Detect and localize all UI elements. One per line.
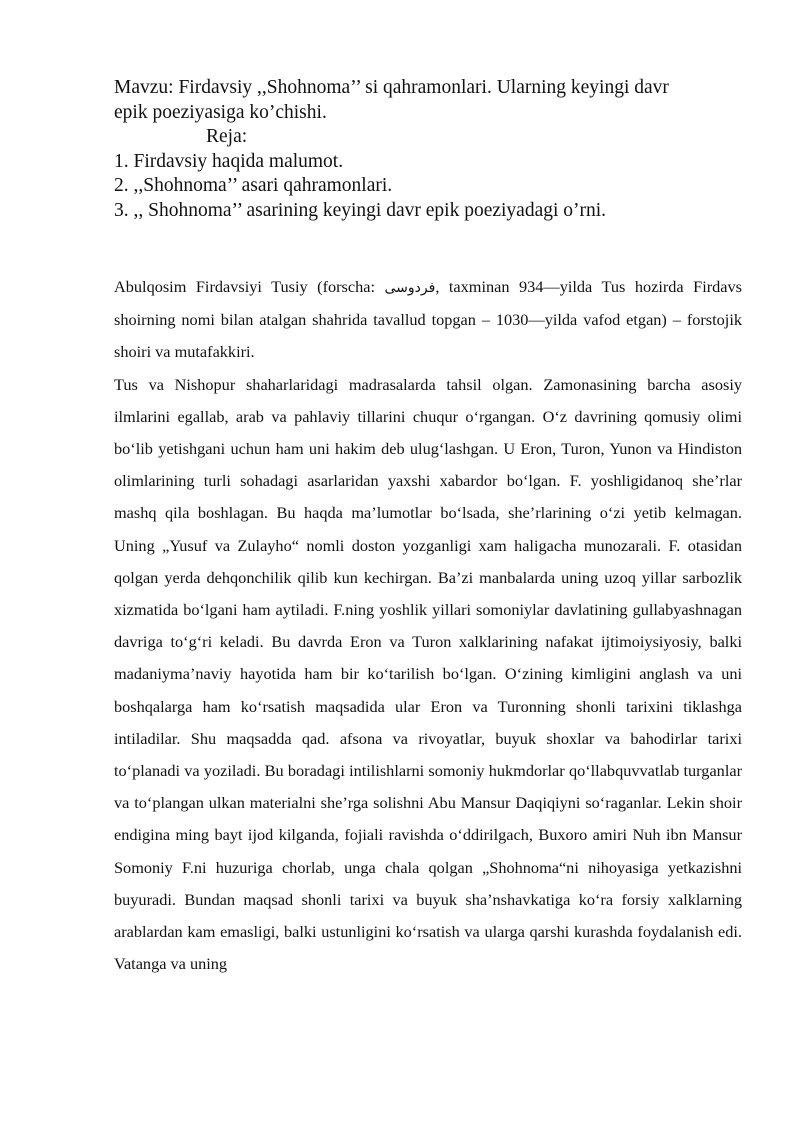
plan-title: Reja: — [206, 126, 248, 147]
persian-name: فردوسی — [384, 280, 436, 296]
plan-item-1: 1. Firdavsiy haqida malumot. — [114, 150, 344, 172]
document-body — [114, 271, 742, 980]
topic-line-2: epik poeziyasiga ko’chishi. — [114, 101, 327, 123]
paragraph-2: Tus va Nishopur shaharlaridagi madrasalarda tahsil olgan. Zamonasining barcha asosiy ilmlarini egallab, arab va pahlaviy tillarini chuqur oʻrgangan. Oʻz davrining qomusiy olimi boʻlib yetishgani uchun ham uni hakim deb ulugʻlashgan. U Eron, Turon, Yunon va Hindiston olimlarining turli sohadagi asarlaridan yaxshi xabardor boʻlgan. F. yoshligidanoq she’rlar mashq qila boshlagan. Bu haqda ma’lumotlar boʻlsada, she’rlarining oʻzi yetib kelmagan. Uning „Yusuf va Zulayho“ nomli doston yozganligi xam haligacha munozarali. F. otasidan qolgan yerda dehqonchilik qilib kun kechirgan. Ba’zi manbalarda uning uzoq yillar sarbozlik xizmatida boʻlgani ham aytiladi. F.ning yoshlik yillari somoniylar davlatining gullabyashnagan davriga toʻgʻri keladi. Bu davrda Eron va Turon xalklarining nafakat ijtimoiysiyosiy, balki madaniyma’naviy hayotida ham bir koʻtarilish boʻlgan. Oʻzining kimligini anglash va uni boshqalarga ham koʻrsatish maqsadida ular Eron va Turonning shonli tarixini tiklashga intiladilar. Shu maqsadda qad. afsona va rivoyatlar, buyuk shoxlar va bahodirlar tarixi toʻplanadi va yoziladi. Bu boradagi intilishlarni somoniy hukmdorlar qoʻllabquvvatlab turganlar va toʻplangan ulkan materialni she’rga solishni Abu Mansur Daqiqiyni soʻraganlar. Lekin shoir endigina ming bayt ijod kilganda, fojiali ravishda oʻddirilgach, Buxoro amiri Nuh ibn Mansur Somoniy F.ni huzuriga chorlab, unga chala qolgan „Shohnoma“ni nihoyasiga yetkazishni buyuradi. Bundan maqsad shonli tarixi va buyuk sha’nshavkatiga koʻra forsiy xalklarning arablardan kam emasligi, balki ustunligini koʻrsatish va ularga qarshi kurashda foydalanish edi. Vatanga va uning — [114, 374, 742, 974]
plan-item-3: 3. ,, Shohnoma’’ asarining keyingi davr epik poeziyadagi o’rni. — [114, 199, 607, 221]
topic-line-1: Mavzu: Firdavsiy ,,Shohnoma’’ si qahramonlari. Ularning keyingi davr — [114, 77, 669, 98]
plan-item-2: 2. ,,Shohnoma’’ asari qahramonlari. — [114, 175, 393, 196]
paragraph-1-end: , taxminan 934—yilda Tus hozirda Firdavs shoirning nomi bilan atalgan shahrida tavallud topgan – 1030—yilda vafod etgan) – forstojik shoiri va mutafakkiri. — [114, 277, 742, 362]
paragraph-1 — [114, 271, 742, 369]
paragraph-1-start: Abulqosim Firdavsiyi Tusiy (forscha: — [114, 277, 385, 296]
document-header — [114, 76, 754, 223]
